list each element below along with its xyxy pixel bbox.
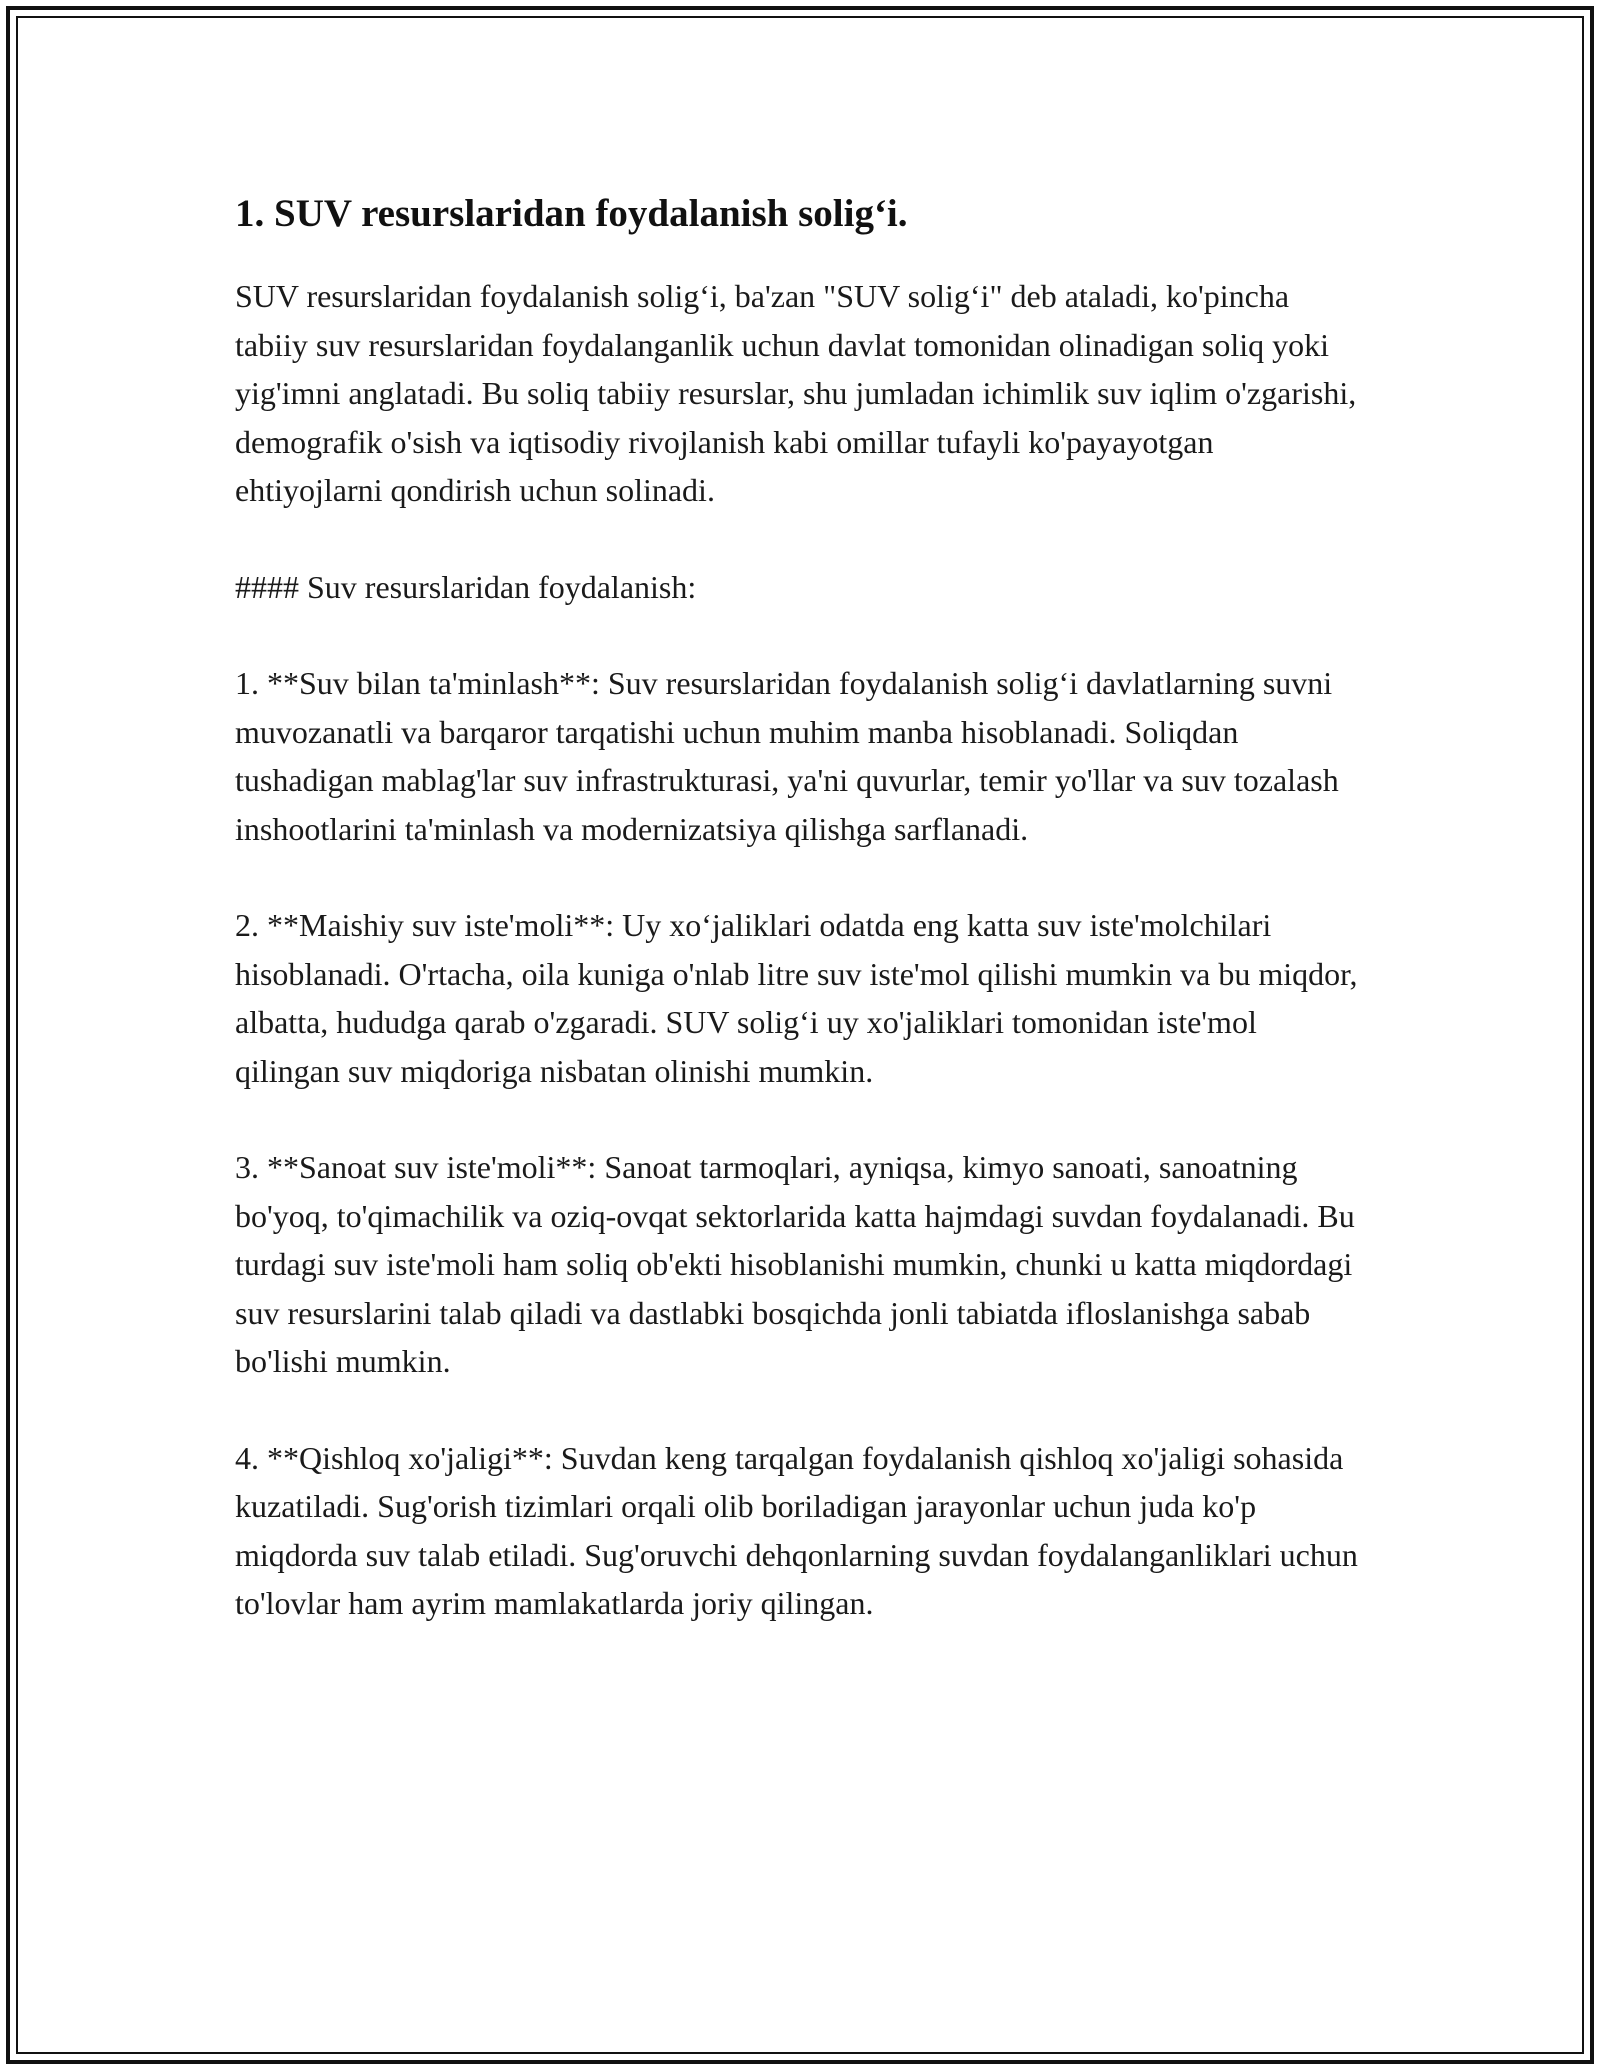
document-body bbox=[235, 186, 1365, 1676]
section-heading: #### Suv resurslaridan foydalanish: bbox=[235, 568, 697, 605]
document-title: 1. SUV resurslaridan foydalanish solig‘i. bbox=[235, 192, 908, 235]
list-item-water-supply: 1. **Suv bilan ta'minlash**: Suv resurslaridan foydalanish solig‘i davlatlarning suvni muvozanatli va barqaror tarqatishi uchun muhim manba hisoblanadi. Soliqdan tushadigan mablag'lar suv infrastrukturasi, ya'ni quvurlar, temir yo'llar va suv tozalash inshootlarini ta'minlash va modernizatsiya qilishga sarflanadi. bbox=[235, 665, 1339, 847]
list-item-household-consumption: 2. **Maishiy suv iste'moli**: Uy xo‘jaliklari odatda eng katta suv iste'molchilari hisoblanadi. O'rtacha, oila kuniga o'nlab litre suv iste'mol qilishi mumkin va bu miqdor, albatta, hududga qarab o'zgaradi. SUV solig‘i uy xo'jaliklari tomonidan iste'mol qilingan suv miqdoriga nisbatan olinishi mumkin. bbox=[235, 907, 1358, 1089]
intro-paragraph: SUV resurslaridan foydalanish solig‘i, ba'zan "SUV solig‘i" deb ataladi, ko'pincha tabiiy suv resurslaridan foydalanganlik uchun davlat tomonidan olinadigan soliq yoki yig'imni anglatadi. Bu soliq tabiiy resurslar, shu jumladan ichimlik suv iqlim o'zgarishi, demografik o'sish va iqtisodiy rivojlanish kabi omillar tufayli ko'payayotgan ehtiyojlarni qondirish uchun solinadi. bbox=[235, 278, 1357, 508]
list-item-agriculture: 4. **Qishloq xo'jaligi**: Suvdan keng tarqalgan foydalanish qishloq xo'jaligi sohasida kuzatiladi. Sug'orish tizimlari orqali olib boriladigan jarayonlar uchun juda ko'p miqdorda suv talab etiladi. Sug'oruvchi dehqonlarning suvdan foydalanganliklari uchun to'lovlar ham ayrim mamlakatlarda joriy qilingan. bbox=[235, 1439, 1358, 1621]
list-item-industrial-consumption: 3. **Sanoat suv iste'moli**: Sanoat tarmoqlari, ayniqsa, kimyo sanoati, sanoatning bo'yoq, to'qimachilik va oziq-ovqat sektorlarida katta hajmdagi suvdan foydalanadi. Bu turdagi suv iste'moli ham soliq ob'ekti hisoblanishi mumkin, chunki u katta miqdordagi suv resurslarini talab qiladi va dastlabki bosqichda jonli tabiatda ifloslanishga sabab bo'lishi mumkin. bbox=[235, 1149, 1355, 1379]
